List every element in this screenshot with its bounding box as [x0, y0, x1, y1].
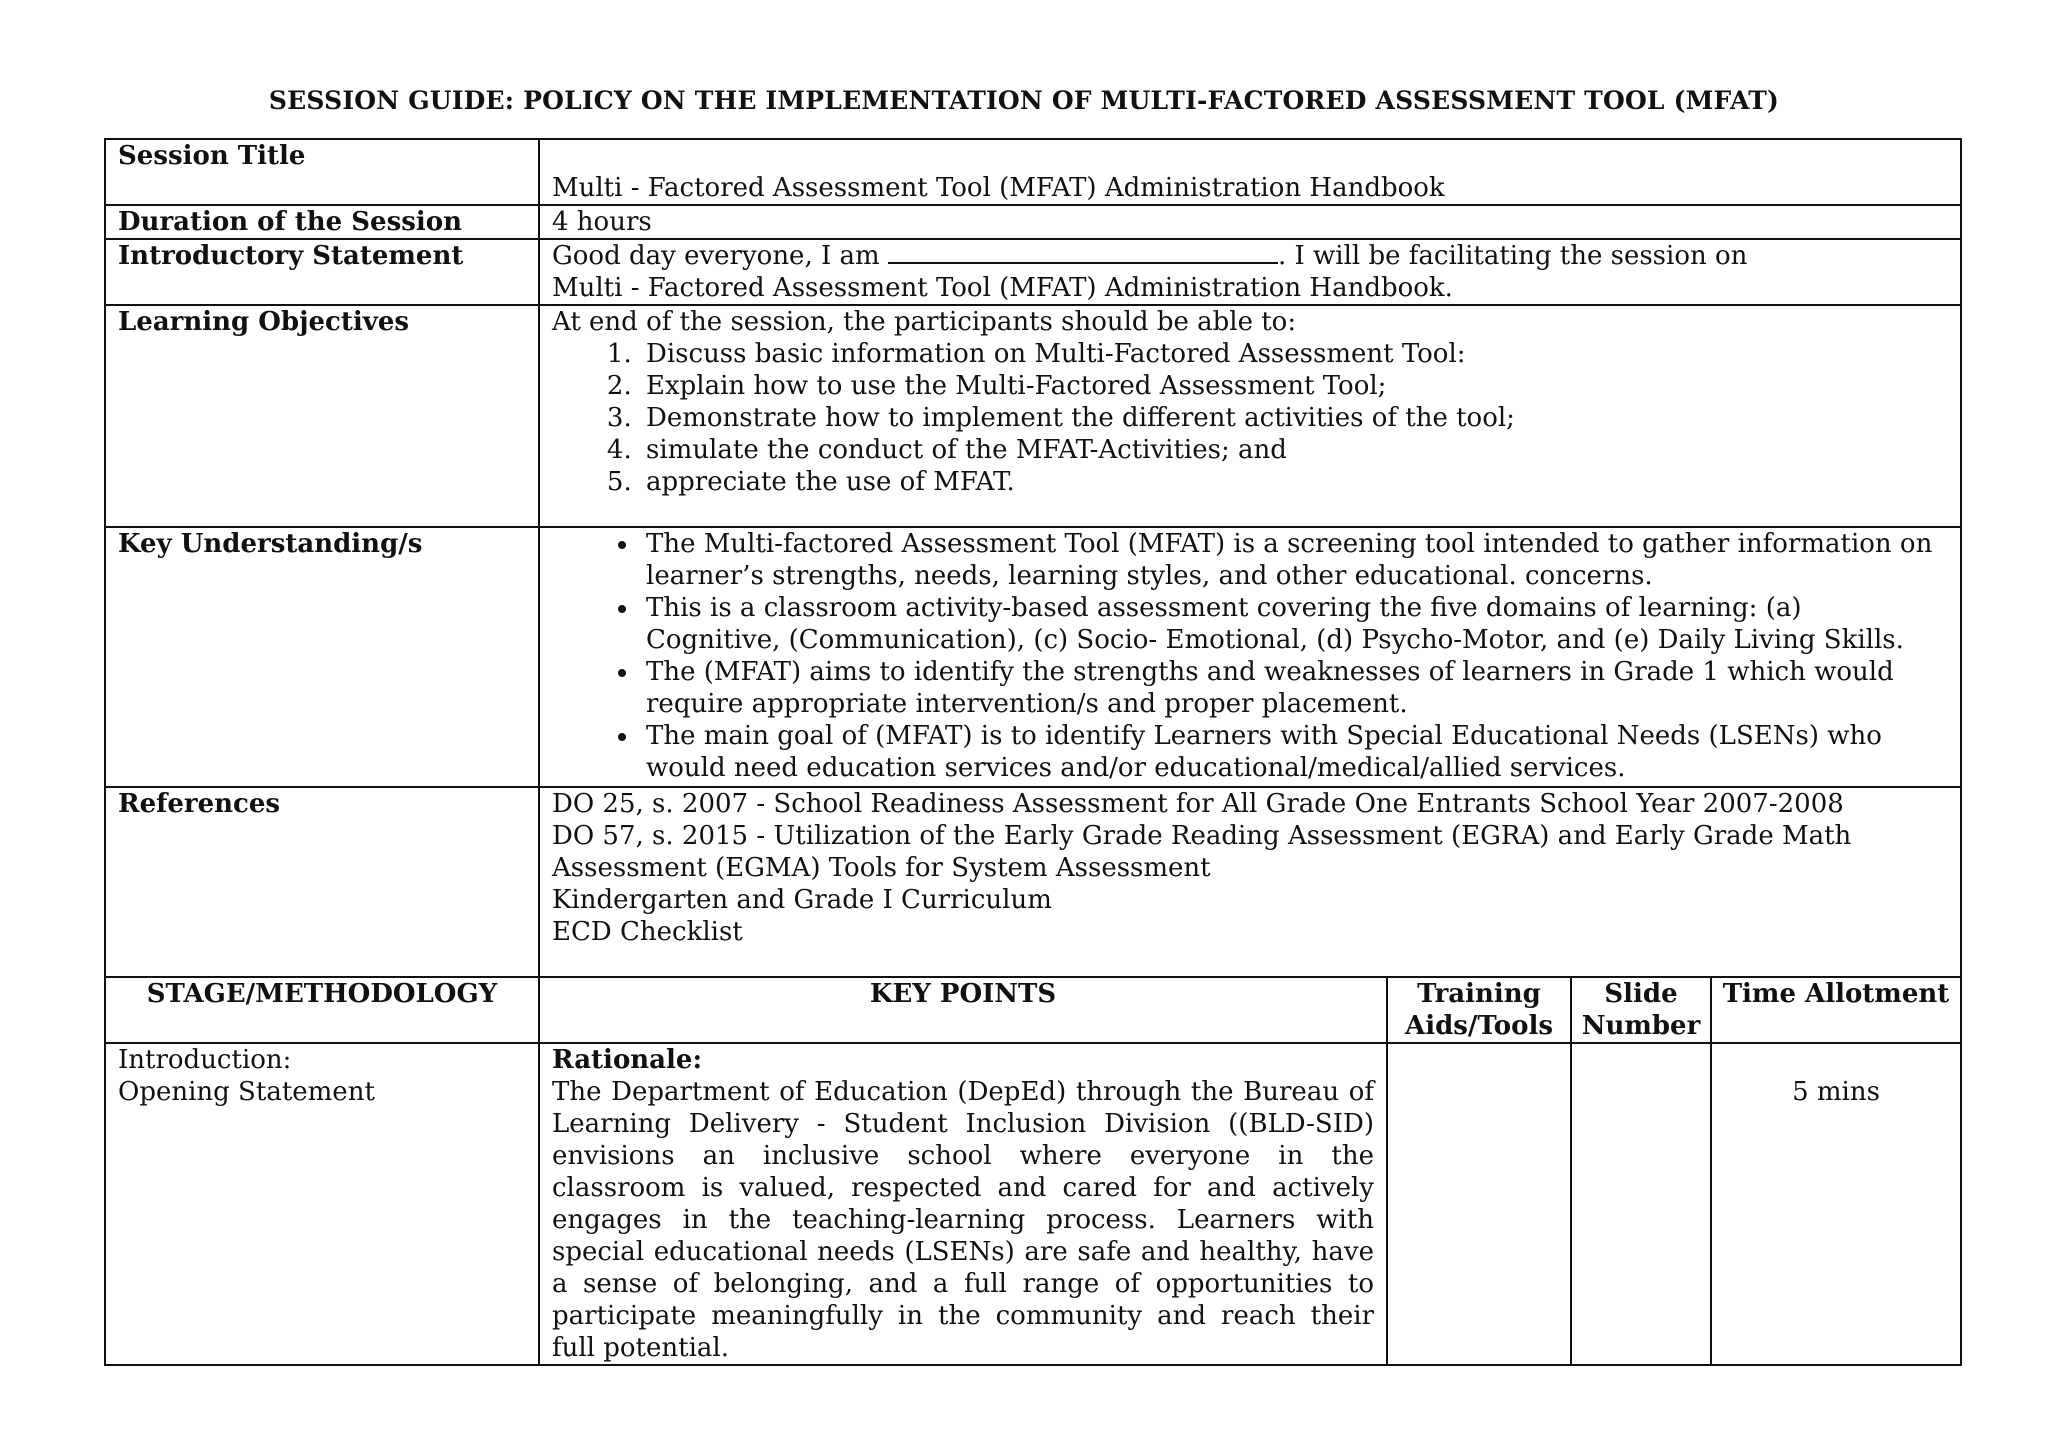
- header-training-aids: Training Aids/Tools: [1387, 977, 1571, 1043]
- intro-line-1-pre: Good day everyone, I am: [552, 241, 888, 271]
- header-stage-methodology: STAGE/METHODOLOGY: [105, 977, 539, 1043]
- intro-line-1-post: . I will be facilitating the session on: [1277, 241, 1748, 271]
- key-understanding-label-text: Key Understanding/s: [118, 529, 423, 559]
- table-row: [105, 1043, 1961, 1365]
- training-aids-cell: [1387, 1043, 1571, 1365]
- facilitator-name-blank: [888, 240, 1278, 264]
- key-points-body: The Department of Education (DepEd) through the Bureau of Learning Delivery - Student Inclusion Division ((BLD-SID) envisions an inclusive school where everyone in the classroom is valued, respected and cared for and actively engages in the teaching-learning process. Learners with special educational needs (LSENs) are safe and healthy, have a sense of belonging, and a full range of opportunities to participate meaningfully in the community and reach their full potential.: [552, 1077, 1374, 1363]
- header-slide-number: Slide Number: [1571, 977, 1711, 1043]
- session-guide-table: [104, 138, 1962, 1366]
- key-points-cell: [539, 1043, 1387, 1365]
- reference-item: DO 57, s. 2015 - Utilization of the Early Grade Reading Assessment (EGRA) and Early Grade Math Assessment (EGMA) Tools for System Assessment: [552, 821, 1852, 883]
- objectives-lead: At end of the session, the participants should be able to:: [552, 307, 1297, 337]
- reference-item: ECD Checklist: [552, 917, 743, 947]
- reference-item: DO 25, s. 2007 - School Readiness Assessment for All Grade One Entrants School Year 2007-2008: [552, 789, 1844, 819]
- key-understanding-list: [552, 528, 1940, 784]
- row-references: [105, 787, 1961, 977]
- page-title: SESSION GUIDE: POLICY ON THE IMPLEMENTATION OF MULTI-FACTORED ASSESSMENT TOOL (MFAT): [268, 86, 1780, 115]
- time-allotment-cell: [1711, 1043, 1961, 1365]
- slide-number-cell: [1571, 1043, 1711, 1365]
- objectives-cell: [539, 305, 1961, 527]
- intro-cell: [539, 239, 1961, 305]
- header-key-points: KEY POINTS: [539, 977, 1387, 1043]
- reference-item: Kindergarten and Grade I Curriculum: [552, 885, 1052, 915]
- references-label: [105, 787, 539, 977]
- row-key-understanding: [105, 527, 1961, 787]
- session-title-label: [105, 139, 539, 205]
- session-title-cell: [539, 139, 1961, 205]
- intro-line-2: Multi - Factored Assessment Tool (MFAT) Administration Handbook.: [552, 273, 1453, 303]
- key-understanding-item: • The main goal of (MFAT) is to identify Learners with Special Educational Needs (LSENs) who would need education services and/or educational/medical/allied services.: [640, 720, 1940, 784]
- row-learning-objectives: [105, 305, 1961, 527]
- duration-label-text: Duration of the Session: [118, 207, 462, 237]
- stage-line-2: Opening Statement: [118, 1077, 375, 1107]
- row-column-headers: [105, 977, 1961, 1043]
- stage-cell: [105, 1043, 539, 1365]
- duration-value-text: 4 hours: [552, 207, 652, 237]
- objective-item: 4. simulate the conduct of the MFAT-Activities; and: [640, 434, 1948, 466]
- row-introductory-statement: [105, 239, 1961, 305]
- session-title-value: Multi - Factored Assessment Tool (MFAT) Administration Handbook: [552, 173, 1445, 203]
- key-understanding-label: [105, 527, 539, 787]
- objectives-label-text: Learning Objectives: [118, 307, 410, 337]
- duration-value: [539, 205, 1961, 239]
- key-understanding-item: • The Multi-factored Assessment Tool (MFAT) is a screening tool intended to gather information on learner’s strengths, needs, learning styles, and other educational. concerns.: [640, 528, 1940, 592]
- objective-item: 1. Discuss basic information on Multi-Factored Assessment Tool:: [640, 338, 1948, 370]
- intro-label: [105, 239, 539, 305]
- row-session-title: [105, 139, 1961, 205]
- row-duration: [105, 205, 1961, 239]
- header-time-allotment: Time Allotment: [1711, 977, 1961, 1043]
- objective-item: 2. Explain how to use the Multi-Factored Assessment Tool;: [640, 370, 1948, 402]
- time-allotment-value: 5 mins: [1792, 1077, 1880, 1107]
- references-cell: [539, 787, 1961, 977]
- key-understanding-item: • The (MFAT) aims to identify the strengths and weaknesses of learners in Grade 1 which would require appropriate intervention/s and proper placement.: [640, 656, 1940, 720]
- session-title-label-text: Session Title: [118, 141, 306, 171]
- intro-line-1: [552, 240, 1948, 272]
- duration-label: [105, 205, 539, 239]
- key-understanding-cell: [539, 527, 1961, 787]
- key-understanding-item: • This is a classroom activity-based assessment covering the five domains of learning: (a) Cognitive, (Communication), (c) Socio- Emotional, (d) Psycho-Motor, and (e) Daily Living Skills.: [640, 592, 1940, 656]
- stage-line-1: Introduction:: [118, 1045, 292, 1075]
- key-points-heading: Rationale:: [552, 1045, 703, 1075]
- objectives-list: [552, 338, 1948, 498]
- intro-label-text: Introductory Statement: [118, 241, 464, 271]
- objective-item: 5. appreciate the use of MFAT.: [640, 466, 1948, 498]
- objectives-label: [105, 305, 539, 527]
- references-label-text: References: [118, 789, 281, 819]
- objective-item: 3. Demonstrate how to implement the different activities of the tool;: [640, 402, 1948, 434]
